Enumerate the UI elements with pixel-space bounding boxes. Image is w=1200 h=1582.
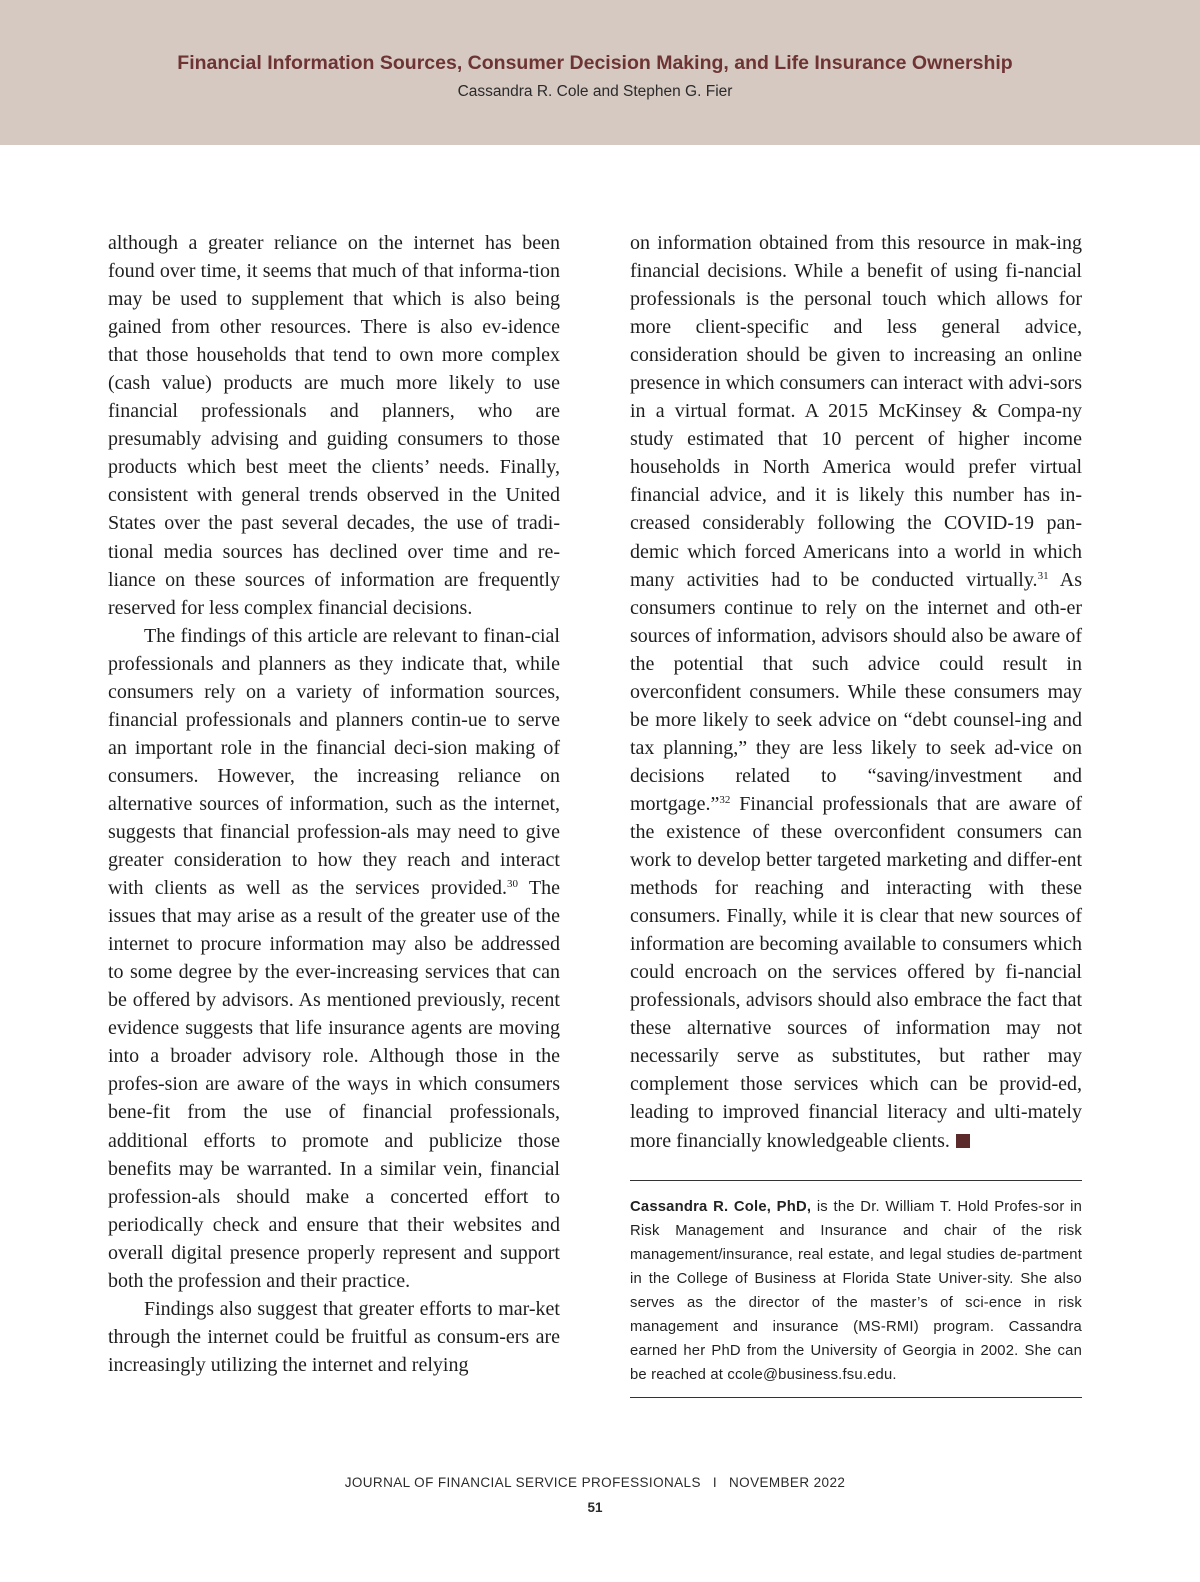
- body-paragraph: although a greater reliance on the internet has been found over time, it seems that much of that informa-tion may be used to supplement that which is also being gained from other resources. There is also ev-idence that those households that tend to own more complex (cash value) products are much more likely to use financial professionals and planners, who are presumably advising and guiding consumers to those products which best meet the clients’ needs. Finally, consistent with general trends observed in the United States over the past several decades, the use of tradi-tional media sources has declined over time and re-liance on these sources of information are frequently reserved for less complex financial decisions.: [108, 232, 560, 619]
- footnote-ref: 30: [507, 878, 519, 891]
- journal-name: JOURNAL OF FINANCIAL SERVICE PROFESSIONALS: [344, 1475, 701, 1490]
- bio-author-name: Cassandra R. Cole, PhD,: [630, 1199, 812, 1215]
- body-paragraph: on information obtained from this resource in mak-ing financial decisions. While a benefit of using fi-nancial professionals is the personal touch which allows for more client-specific and less general advice, consideration should be given to increasing an online presence in which consumers can interact with advi-sors in a virtual format. A 2015 McKinsey & Compa-ny study estimated that 10 percent of higher income households in North America would prefer virtual financial advice, and it is likely this number has in-creased considerably following the COVID-19 pan-demic which forced Americans into a world in which many activities had to be conducted virtually.$^{31}$ As consumers continue to rely on the internet and oth-er sources of information, advisors should also be aware of the potential that such advice could result in overconfident consumers. While these consumers may be more likely to seek advice on “debt counsel-ing and tax planning,” they are less likely to seek ad-vice on decisions related to “saving/investment and mortgage.”$^{32}$ Financial professionals that are aware of the existence of these overconfident consumers can work to develop better targeted marketing and differ-ent methods for reaching and interacting with these consumers. Finally, while it is clear that new sources of information are becoming available to consumers which could encroach on the services offered by fi-nancial professionals, advisors should also embrace the fact that these alternative sources of information may not necessarily serve as substitutes, but rather may complement those services which can be provid-ed, leading to improved financial literacy and ulti-mately more financially knowledgeable clients.: [630, 232, 1083, 1152]
- footnote-ref: 31: [1037, 569, 1049, 582]
- article-title: Financial Information Sources, Consumer Decision Making, and Life Insurance Ownership: [177, 52, 1013, 74]
- article-end-mark-icon: [956, 1134, 970, 1148]
- author-bio: [630, 1195, 1082, 1387]
- footer-separator: I: [712, 1475, 718, 1490]
- bio-top-rule: [630, 1180, 1082, 1181]
- bio-text: is the Dr. William T. Hold Profes-sor in Risk Management and Insurance and chair of the risk management/insurance, real estate, and legal studies de-partment in the College of Business at Florida State Univer-sity. She also serves as the director of the master’s of sci-ence in risk management and insurance (MS-RMI) program. Cassandra earned her PhD from the University of Georgia in 2002. She can be reached at ccole@business.fsu.edu.: [630, 1199, 1082, 1383]
- left-column: [108, 229, 560, 1379]
- bio-bottom-rule: [630, 1397, 1082, 1398]
- body-paragraph: The findings of this article are relevant to finan-cial professionals and planners as they indicate that, while consumers rely on a variety of information sources, financial professionals and planners contin-ue to serve an important role in the financial deci-sion making of consumers. However, the increasing reliance on alternative sources of information, such as the internet, suggests that financial profession-als may need to give greater consideration to how they reach and interact with clients as well as the services provided.$^{30}$ The issues that may arise as a result of the greater use of the internet to procure information may also be addressed to some degree by the ever-increasing services that can be offered by advisors. As mentioned previously, recent evidence suggests that life insurance agents are moving into a broader advisory role. Although those in the profes-sion are aware of the ways in which consumers bene-fit from the use of financial professionals, additional efforts to promote and publicize those benefits may be warranted. In a similar vein, financial profession-als should make a concerted effort to periodically check and ensure that their websites and overall digital presence properly represent and support both the profession and their practice.: [108, 624, 560, 1292]
- body-paragraph: Findings also suggest that greater efforts to mar-ket through the internet could be fruitful as consum-ers are increasingly utilizing the internet and relying: [108, 1297, 560, 1376]
- right-column: [630, 229, 1082, 1155]
- issue-date: NOVEMBER 2022: [729, 1475, 846, 1490]
- article-authors: Cassandra R. Cole and Stephen G. Fier: [457, 83, 733, 100]
- footer-journal-line: [0, 1475, 1190, 1490]
- footnote-ref: 32: [719, 793, 731, 806]
- page-number: 51: [587, 1500, 603, 1515]
